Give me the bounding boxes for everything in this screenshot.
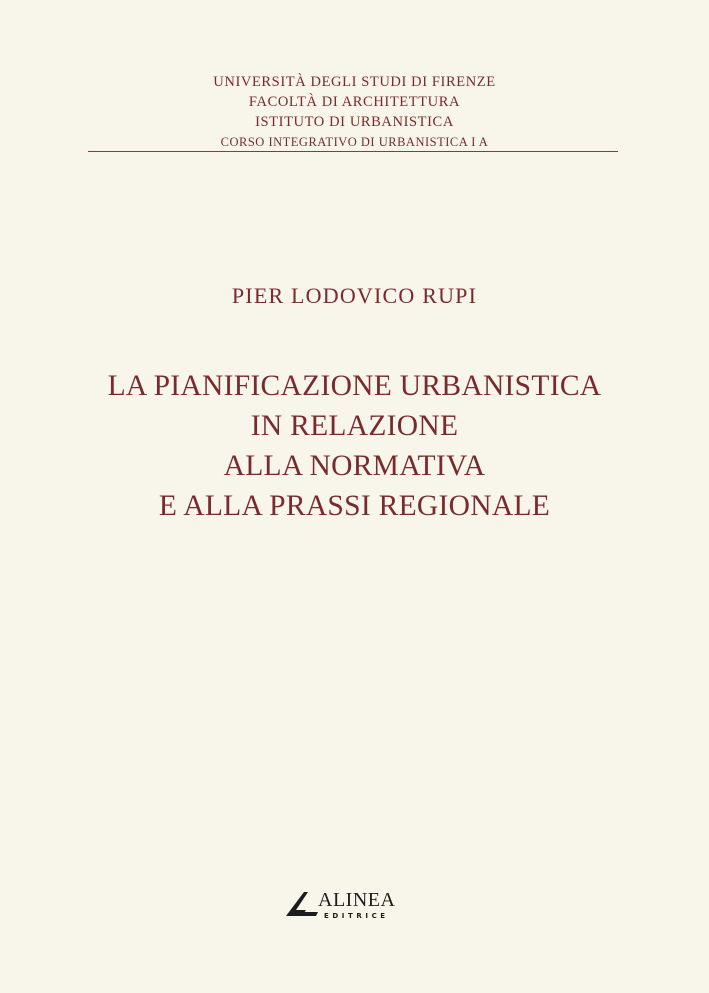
institute-name: ISTITUTO DI URBANISTICA	[255, 114, 454, 130]
faculty-name: FACOLTÀ DI ARCHITETTURA	[248, 94, 461, 110]
title-line-1: LA PIANIFICAZIONE URBANISTICA	[107, 370, 602, 402]
author-name: PIER LODOVICO RUPI	[231, 283, 478, 308]
institution-header	[0, 72, 709, 152]
publisher-name: ALINEA	[318, 889, 396, 911]
publisher-logo	[284, 888, 434, 928]
header-divider	[88, 151, 618, 152]
title-line-2: IN RELAZIONE	[250, 410, 459, 442]
course-name: CORSO INTEGRATIVO DI URBANISTICA I A	[220, 135, 489, 149]
university-name: UNIVERSITÀ DEGLI STUDI DI FIRENZE	[213, 74, 496, 90]
publisher-subtitle: EDITRICE	[324, 912, 389, 920]
title-line-4: E ALLA PRASSI REGIONALE	[158, 490, 551, 522]
book-title	[0, 366, 709, 526]
title-line-3: ALLA NORMATIVA	[223, 450, 486, 482]
